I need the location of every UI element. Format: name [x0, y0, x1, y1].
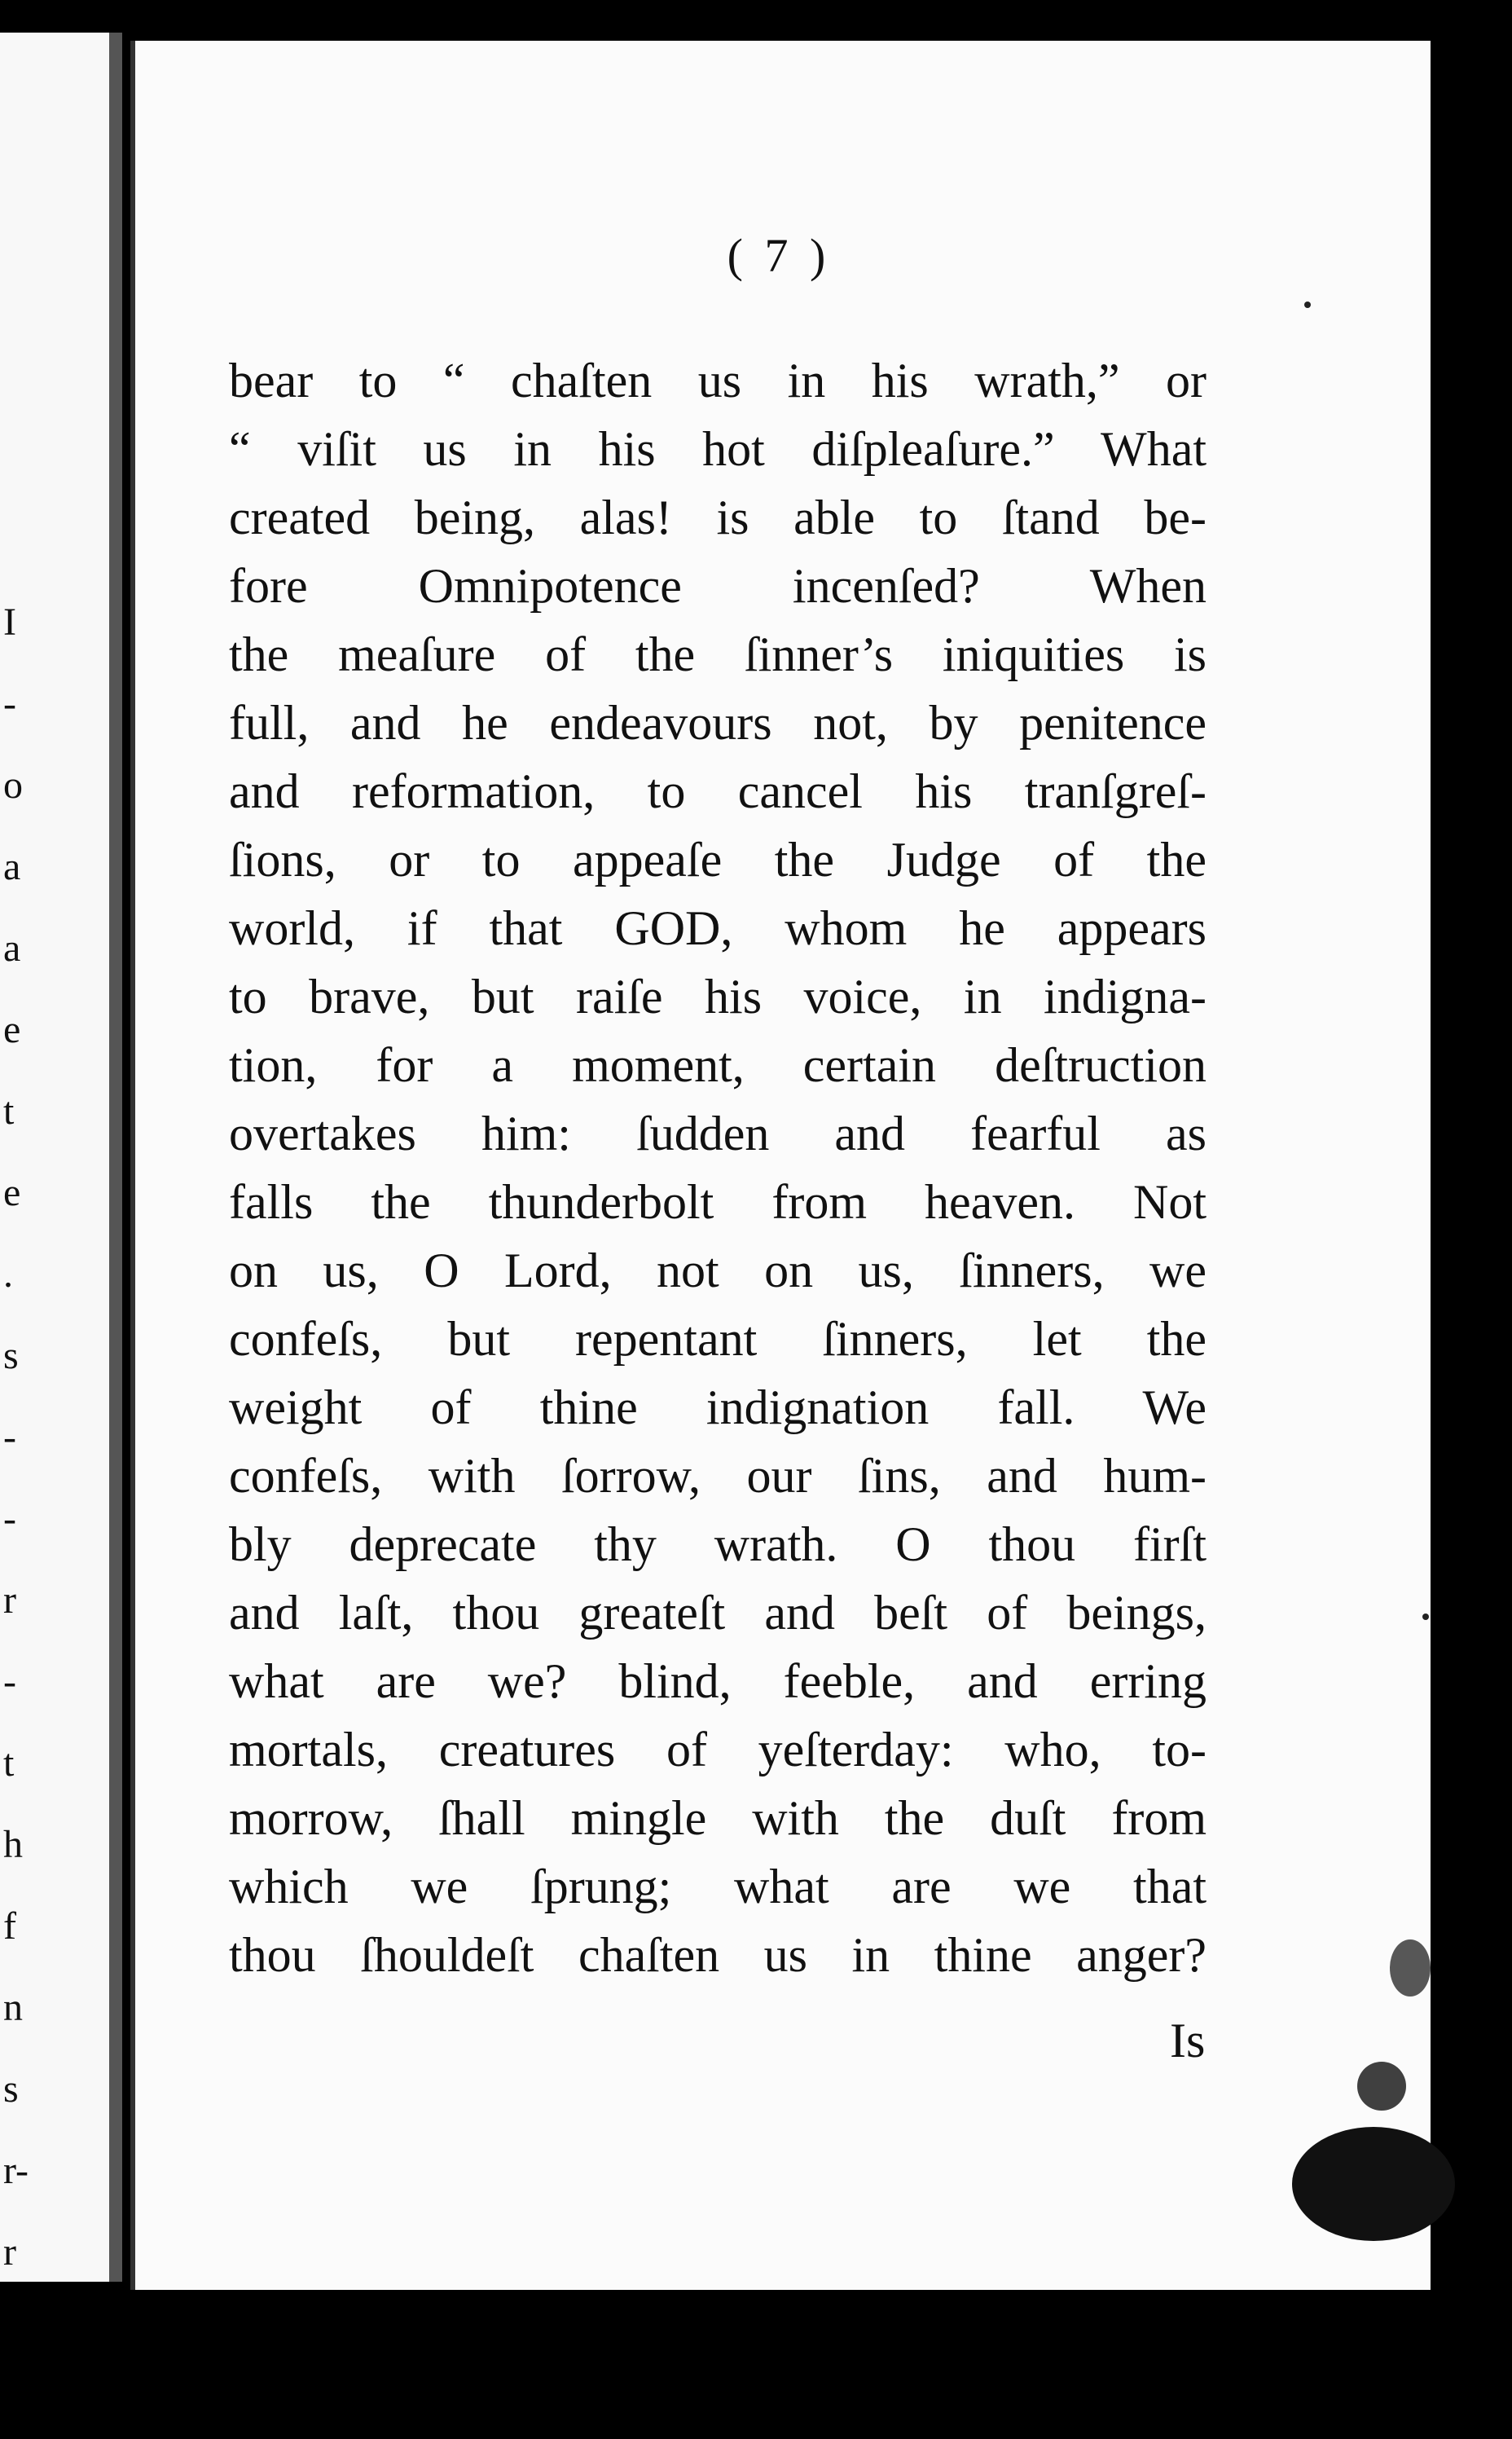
text-line: and reformation, to cancel his tranſgreſ-	[229, 764, 1207, 818]
ink-smudge	[1292, 2127, 1455, 2241]
previous-page-fragment: a	[3, 845, 21, 888]
text-line: bly deprecate thy wrath. O thou firſt	[229, 1517, 1207, 1571]
previous-page-fragment: r-	[3, 2149, 29, 2192]
text-line: confeſs, but repentant ſinners, let the	[229, 1312, 1207, 1366]
previous-page-fragment: r	[3, 2230, 16, 2274]
catchword: Is	[1170, 2014, 1206, 2067]
previous-page-fragment: -	[3, 1415, 16, 1459]
text-line: falls the thunderbolt from heaven. Not	[229, 1175, 1207, 1229]
ink-speck	[1304, 302, 1311, 308]
text-line: created being, alas! is able to ſtand be-	[229, 491, 1207, 544]
text-line: overtakes him: ſudden and fearful as	[229, 1107, 1207, 1160]
text-line: full, and he endeavours not, by penitence	[229, 696, 1207, 750]
text-line: which we ſprung; what are we that	[229, 1860, 1207, 1913]
previous-page-fragment: s	[3, 2067, 19, 2111]
previous-page-fragment: n	[3, 1986, 23, 2029]
previous-page-fragment: -	[3, 682, 16, 725]
text-line: on us, O Lord, not on us, ſinners, we	[229, 1244, 1207, 1297]
previous-page-fragment: f	[3, 1904, 16, 1948]
previous-page-fragment: e	[3, 1171, 21, 1214]
previous-page-fragment: o	[3, 764, 23, 807]
ink-smudge	[1357, 2062, 1406, 2111]
text-line: ſions, or to appeaſe the Judge of the	[229, 833, 1207, 887]
previous-page-fragment: h	[3, 1823, 23, 1866]
previous-page-fragment: t	[3, 1090, 15, 1133]
ink-speck	[1422, 1614, 1429, 1620]
ink-smudge	[1390, 1939, 1431, 1997]
text-line: morrow, ſhall mingle with the duſt from	[229, 1791, 1207, 1845]
previous-page-fragment: .	[3, 1253, 13, 1296]
text-line: bear to “ chaſten us in his wrath,” or	[229, 354, 1207, 407]
text-line: tion, for a moment, certain deſtruction	[229, 1038, 1207, 1092]
previous-page-fragment: -	[3, 1497, 16, 1540]
previous-page-fragment: r	[3, 1578, 16, 1622]
page-gutter	[109, 33, 122, 2282]
text-line: world, if that GOD, whom he appears	[229, 901, 1207, 955]
text-line: what are we? blind, feeble, and erring	[229, 1654, 1207, 1708]
text-line: to brave, but raiſe his voice, in indigna-	[229, 970, 1207, 1024]
previous-page-fragment: I	[3, 601, 16, 644]
previous-page-fragment: a	[3, 927, 21, 970]
page-number: ( 7 )	[727, 229, 831, 282]
text-line: “ viſit us in his hot diſpleaſure.” What	[229, 422, 1207, 476]
text-line: mortals, creatures of yeſterday: who, to-	[229, 1723, 1207, 1776]
text-line: fore Omnipotence incenſed? When	[229, 559, 1207, 613]
text-line: thou ſhouldeſt chaſten us in thine anger?	[229, 1928, 1207, 1982]
book-page	[130, 41, 1431, 2290]
text-line: the meaſure of the ſinner’s iniquities is	[229, 627, 1207, 681]
previous-page-fragment: -	[3, 1660, 16, 1703]
previous-page-fragments	[0, 33, 33, 2282]
text-line: confeſs, with ſorrow, our ſins, and hum-	[229, 1449, 1207, 1503]
text-line: and laſt, thou greateſt and beſt of beings,	[229, 1586, 1207, 1640]
previous-page-fragment: s	[3, 1334, 19, 1377]
previous-page-edge	[0, 33, 122, 2282]
body-text	[229, 346, 1207, 1989]
previous-page-fragment: e	[3, 1008, 21, 1051]
previous-page-fragment: t	[3, 1741, 15, 1785]
text-line: weight of thine indignation fall. We	[229, 1380, 1207, 1434]
